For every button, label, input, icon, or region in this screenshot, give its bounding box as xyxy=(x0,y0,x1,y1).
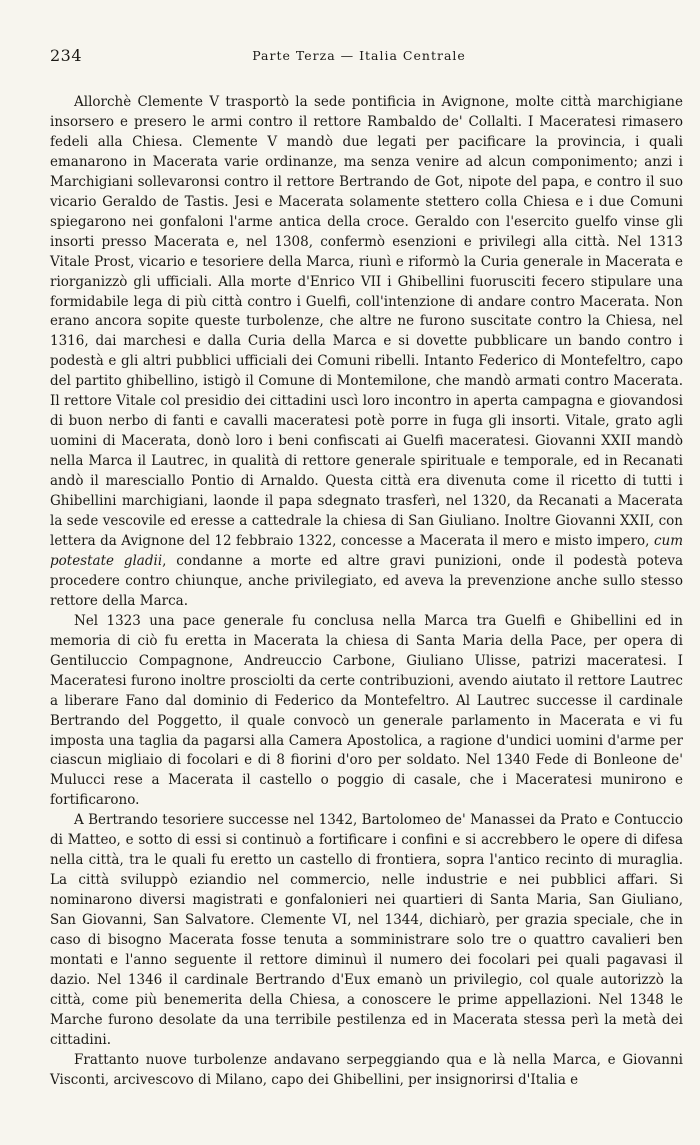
body-text xyxy=(50,93,683,1091)
page-number: 234 xyxy=(50,46,83,65)
paragraph-text: Allorchè Clemente V trasportò la sede pontificia in Avignone, molte città marchigiane insorsero e presero le armi contro il rettore Rambaldo de' Collalti. I Maceratesi rimasero fedeli alla Chiesa. Clemente V mandò due legati per pacificare la provincia, i quali emanarono in Macerata varie ordinanze, ma senza venire ad alcun componimento; anzi i Marchigiani sollevaronsi contro il rettore Bertrando de Got, nipote del papa, e contro il suo vicario Geraldo de Tastis. Jesi e Macerata solamente stettero colla Chiesa e i due Comuni spiegarono nei gonfaloni l'arme antica della croce. Geraldo con l'esercito guelfo vinse gli insorti presso Macerata e, nel 1308, confermò esenzioni e privilegi alla città. Nel 1313 Vitale Prost, vicario e tesoriere della Marca, riunì e riformò la Curia generale in Macerata e riorganizzò gli ufficiali. Alla morte d'Enrico VII i Ghibellini fuorusciti fecero stipulare una formidabile lega di più città contro i Guelfi, coll'intenzione di andare contro Macerata. Non erano ancora sopite queste turbolenze, che altre ne furono suscitate contro la Chiesa, nel 1316, dai marchesi e dalla Curia della Marca e si dovette pubblicare un bando contro i podestà e gli altri pubblici ufficiali dei Comuni ribelli. Intanto Federico di Montefeltro, capo del partito ghibellino, istigò il Comune di Montemilone, che mandò armati contro Macerata. Il rettore Vitale col presidio dei cittadini uscì loro incontro in aperta campagna e giovandosi di buon nerbo di fanti e cavalli maceratesi potè porre in fuga gli insorti. Vitale, grato agli uomini di Macerata, donò loro i beni confiscati ai Guelfi maceratesi. Giovanni XXII mandò nella Marca il Lautrec, in qualità di rettore generale spirituale e temporale, ed in Recanati andò il maresciallo Pontio di Arnaldo. Questa città era divenuta come il ricetto di tutti i Ghibellini marchigiani, laonde il papa sdegnato trasferì, nel 1320, da Recanati a Macerata la sede vescovile ed eresse a cattedrale la chiesa di San Giuliano. Inoltre Giovanni XXII, con lettera da Avignone del 12 febbraio 1322, concesse a Macerata il mero e misto impero, xyxy=(50,94,683,549)
paragraph: A Bertrando tesoriere successe nel 1342, Bartolomeo de' Manassei da Prato e Contuccio di Matteo, e sotto di essi si continuò a fortificare i confini e si accrebbero le opere di difesa nella città, tra le quali fu eretto un castello di frontiera, sopra l'antico recinto di muraglia. La città sviluppò eziandio nel commercio, nelle industrie e nei pubblici affari. Si nominarono diversi magistrati e gonfalonieri nei quartieri di Santa Maria, San Giuliano, San Giovanni, San Salvatore. Clemente VI, nel 1344, dichiarò, per grazia speciale, che in caso di bisogno Macerata fosse tenuta a somministrare solo tre o quattro cavalieri ben montati e l'anno seguente il rettore diminuì il numero dei focolari pei quali pagavasi il dazio. Nel 1346 il cardinale Bertrando d'Eux emanò un privilegio, col quale autorizzò la città, come più benemerita della Chiesa, a conoscere le prime appellazioni. Nel 1348 le Marche furono desolate da una terribile pestilenza ed in Macerata stessa perì la metà dei cittadini. xyxy=(50,812,683,1048)
latin-phrase: cum potestate gladii xyxy=(50,532,683,569)
running-title: Parte Terza — Italia Centrale xyxy=(252,48,466,63)
paragraph: Frattanto nuove turbolenze andavano serpeggiando qua e là nella Marca, e Giovanni Visconti, arcivescovo di Milano, capo dei Ghibellini, per insignorirsi d'Italia e xyxy=(50,1051,683,1088)
paragraph-text: , condanne a morte ed altre gravi punizioni, onde il podestà poteva procedere contro chiunque, anche privilegiato, ed aveva la prevenzione anche sullo stesso rettore della Marca. xyxy=(50,552,683,609)
paragraph: Nel 1323 una pace generale fu conclusa nella Marca tra Guelfi e Ghibellini ed in memoria di ciò fu eretta in Macerata la chiesa di Santa Maria della Pace, per opera di Gentiluccio Compagnone, Andreuccio Carbone, Giuliano Ulisse, patrizi maceratesi. I Maceratesi furono inoltre prosciolti da certe contribuzioni, avendo aiutato il rettore Lautrec a liberare Fano dal dominio di Federico da Montefeltro. Al Lautrec successe il cardinale Bertrando del Poggetto, il quale convocò un generale parlamento in Macerata e vi fu imposta una taglia da pagarsi alla Camera Apostolica, a ragione d'undici uomini d'arme per ciascun migliaio di focolari e di 8 fiorini d'oro per soldato. Nel 1340 Fede di Bonleone de' Mulucci rese a Macerata il castello o poggio di casale, che i Maceratesi munirono e fortificarono. xyxy=(50,612,683,809)
running-head xyxy=(50,46,668,68)
paragraph xyxy=(50,93,683,612)
